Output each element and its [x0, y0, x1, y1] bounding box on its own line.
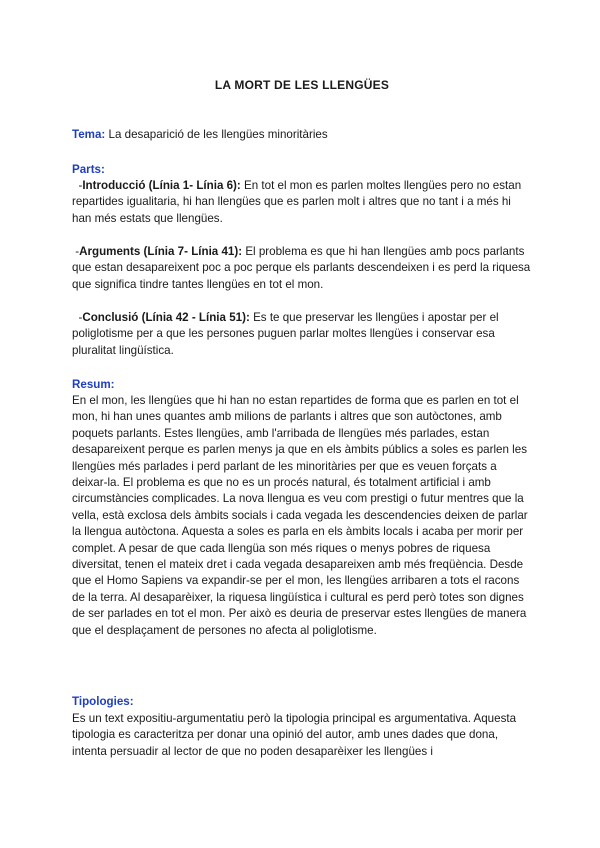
part-item-arguments: [72, 244, 532, 293]
part-prefix: -: [75, 245, 80, 258]
tipologies-text: [72, 711, 532, 760]
document-title: LA MORT DE LES LLENGÜES: [214, 78, 390, 92]
part-prefix: -: [78, 311, 83, 324]
tipologies-heading-text: Tipologies:: [72, 695, 134, 708]
part-label: Introducció (Línia 1- Línia 6):: [82, 179, 241, 192]
tema-text: La desaparició de les llengües minoritàries: [108, 128, 328, 141]
resum-heading: [72, 377, 532, 393]
parts-heading-text: Parts:: [72, 163, 105, 176]
part-item-introduccio: [72, 178, 532, 227]
part-label: Conclusió (Línia 42 - Línia 51):: [82, 311, 250, 324]
part-prefix: -: [78, 179, 83, 192]
part-text: El problema es que hi han llengües amb pocs parlants que estan desapareixent poc a poc perque els parlants descendeixen i es perd la riquesa que significa tindre tantes llengües en tot el mon.: [72, 245, 531, 291]
part-text: En tot el mon es parlen moltes llengües pero no estan repartides igualitaria, hi han llengües que es parlen molt i altres que no tant i a més hi han més estats que llengües.: [72, 179, 522, 225]
tipologies-paragraph: Es un text expositiu-argumentatiu però la tipologia principal es argumentativa. Aquesta tipologia es caracteritza per donar una opinió del autor, amb unes dades que dona, intenta persuadir al lector de que no poden desaparèixer les llengües i: [72, 712, 517, 758]
part-item-conclusio: [72, 310, 532, 359]
tema-label: Tema:: [72, 128, 106, 141]
resum-heading-text: Resum:: [72, 378, 115, 391]
resum-paragraph: En el mon, les llengües que hi han no estan repartides de forma que es parlen en tot el mon, hi han unes quantes amb milions de parlants i altres que son autòctones, amb poquets parlants. Estes llengües, amb l'arribada de llengües més parlades, estan desapareixent perque es parlen menys ja que en els àmbits públics a soles es parlen les llengües més parlades i perd parlant de les minoritàries per que es veuen forçats a deixar-la. El problema es que no es un procés natural, és totalment artificial i amb circumstàncies complicades. La nova llengua es veu com prestigi o futur mentres que la vella, està exclosa dels àmbits socials i cada vegada les descendencies deixen de parlar la llengua autòctona. Aquesta a soles es parla en els àmbits locals i acaba per morir per complet. A pesar de que cada llengüa son més riques o menys pobres de riquesa diversitat, tenen el mateix dret i cada vegada desapareixen amb més freqüència. Desde que el Homo Sapiens va expandir-se per el mon, les llengües arribaren a tots el racons de la terra. Al desaparèixer, la riquesa lingüística i cultural es perd però totes son dignes de ser parlades en tot el mon. Per això es deuria de preservar estes llengües de manera que el desplaçament de persones no afecta al poliglotisme.: [72, 394, 528, 637]
tipologies-heading: [72, 694, 532, 710]
parts-heading: [72, 162, 532, 178]
resum-text: [72, 393, 532, 639]
part-label: Arguments (Línia 7- Línia 41):: [79, 245, 243, 258]
tema-section: [72, 127, 532, 143]
part-text: Es te que preservar les llengües i apostar per el poliglotisme per a que les persones puguen parlar moltes llengües i conservar esa pluralitat lingüística.: [72, 311, 499, 357]
